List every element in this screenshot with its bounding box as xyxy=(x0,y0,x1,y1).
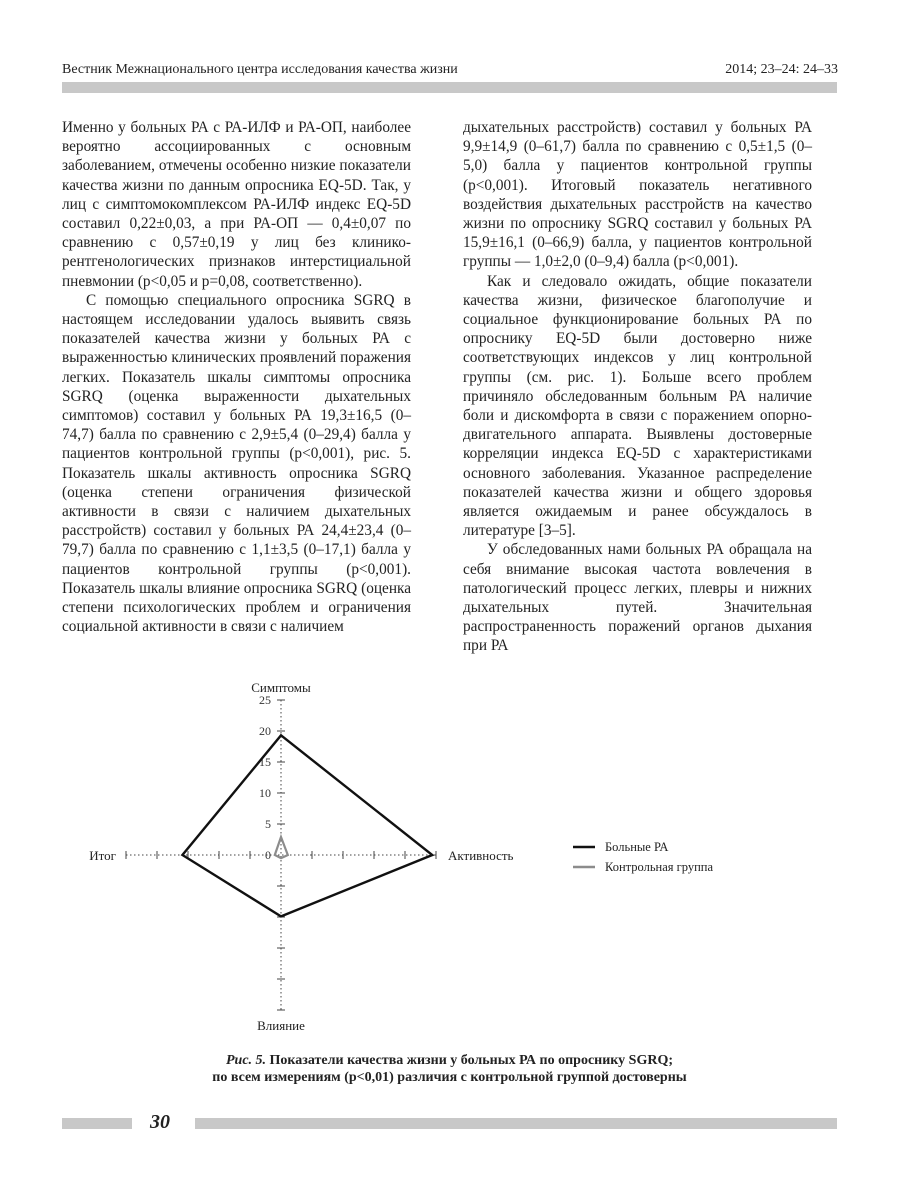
figure-label: Рис. 5. xyxy=(225,1053,267,1068)
legend-label: Больные РА xyxy=(605,840,669,854)
header-rule xyxy=(62,82,837,93)
tick-label: 0 xyxy=(265,848,271,862)
caption-line-1: Показатели качества жизни у больных РА по опроснику SGRQ; xyxy=(269,1053,673,1068)
tick-label: 20 xyxy=(259,724,271,738)
series-polygon xyxy=(275,837,288,858)
paragraph: дыхательных расстройств) составил у больных РА 9,9±14,9 (0–61,7) балла по сравнению с 0,5±1,5 (0–5,0) балла у пациентов контрольной группы (p<0,001). Итоговый показатель негативного воздействия дыхательных расстройств на качество жизни по опроснику SGRQ составил у больных РА 15,9±16,1 (0–66,9) балла, у пациентов контрольной группы — 1,0±2,0 (0–9,4) балла (p<0,001). xyxy=(463,119,812,271)
footer-rule-right xyxy=(195,1118,837,1129)
axis-label: Влияние xyxy=(257,1018,305,1033)
footer-rule-left xyxy=(62,1118,132,1129)
caption-line-2: по всем измерениям (p<0,01) различия с контрольной группой достоверны xyxy=(212,1070,687,1085)
axis-label: Симптомы xyxy=(251,680,311,695)
axis-label: Итог xyxy=(89,848,116,863)
legend-label: Контрольная группа xyxy=(605,860,714,874)
paragraph: Как и следовало ожидать, общие показатели качества жизни, физическое благополучие и социальное функционирование больных РА по опроснику EQ-5D были достоверно ниже соответствующих индексов у лиц контрольной группы (см. рис. 1). Больше всего проблем причиняло обследованным больным РА наличие боли и дискомфорта в связи с поражением опорно-двигательного аппарата. Выявлены достоверные корреляции индекса EQ-5D с характеристиками основного заболевания. Указанное распределение показателей качества жизни и общего здоровья является ожидаемым и ранее обсуждалось в литературе [3–5]. xyxy=(463,272,812,540)
journal-title: Вестник Межнационального центра исследования качества жизни xyxy=(62,62,458,77)
tick-label: 15 xyxy=(259,755,271,769)
axis-label: Активность xyxy=(448,848,514,863)
tick-label: 25 xyxy=(259,693,271,707)
tick-label: 10 xyxy=(259,786,271,800)
radar-chart xyxy=(0,660,900,1040)
left-column xyxy=(62,118,411,636)
figure-caption xyxy=(62,1052,837,1086)
issue-info: 2014; 23–24: 24–33 xyxy=(725,62,838,77)
paragraph: У обследованных нами больных РА обращала на себя внимание высокая частота вовлечения в патологический процесс легких, плевры и нижних дыхательных путей. Значительная распространенность поражений органов дыхания при РА xyxy=(463,541,812,655)
page-number: 30 xyxy=(150,1111,170,1133)
paragraph: С помощью специального опросника SGRQ в настоящем исследовании удалось выявить связь показателей качества жизни у больных РА с выраженностью клинических проявлений поражения легких. Показатель шкалы симптомы опросника SGRQ (оценка выраженности дыхательных симптомов) составил у больных РА 19,3±16,5 (0–74,7) балла по сравнению с 2,9±5,4 (0–29,4) балла у пациентов контрольной группы (p<0,001), рис. 5. Показатель шкалы активность опросника SGRQ (оценка степени ограничения физической активности в связи с наличием дыхательных расстройств) составил у больных РА 24,4±23,4 (0–79,7) балла по сравнению с 1,1±3,5 (0–17,1) балла у пациентов контрольной группы (p<0,001). Показатель шкалы влияние опросника SGRQ (оценка степени психологических проблем и ограничения социальной активности в связи с наличием xyxy=(62,291,411,636)
right-column xyxy=(463,118,812,656)
tick-label: 5 xyxy=(265,817,271,831)
series-polygon xyxy=(182,735,432,916)
paragraph: Именно у больных РА с РА-ИЛФ и РА-ОП, наиболее вероятно ассоциированных с основным заболеванием, отмечены особенно низкие показатели качества жизни по данным опросника EQ-5D. Так, у лиц с симптомокомплексом РА-ИЛФ индекс EQ-5D составил 0,22±0,03, а при РА-ОП — 0,4±0,07 по сравнению с 0,57±0,19 у лиц без клинико-рентгенологических признаков интерстициальной пневмонии (p<0,05 и p=0,08, соответственно). xyxy=(62,119,411,290)
